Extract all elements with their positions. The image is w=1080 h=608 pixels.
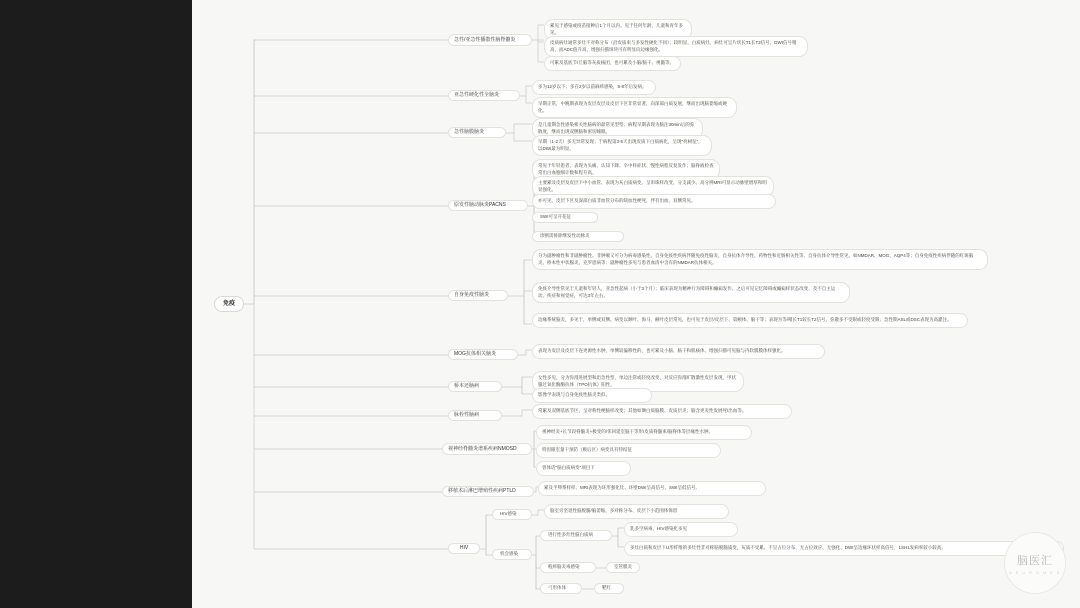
leaf-ae-2: 免疫介导性常见于儿童和年轻人，亚急性起病（小于3个月）；临床表现为精神行为障碍和癫痫发作、之后可见记忆障碍或癫痫样状态改变，及不自主运动、疾症和视觉症，可达3年左右。 [532, 282, 850, 303]
leaf-SSPE-1: 多为12岁以下；多在2岁以前麻疹感染，5-8年后发病。 [532, 80, 656, 95]
leaf-pacns-5: 诊断需排除继发性动脉炎 [532, 231, 624, 242]
watermark-subtitle: N E U R O M E D [1009, 570, 1061, 575]
leaf-hashimoto-2: 影像学表现与自身免疫性脑炎类似。 [532, 388, 652, 403]
leaf-nmosd-2: 特因眼室量干预防（极后区）病变具有特结征 [536, 443, 721, 458]
leaf-pacns-2: 主要累及皮层及皮层下中小血管、表现为灰白质病变、呈串珠样改变、分支减少。高分辨MRI可显示动脉壁增厚和明显强化。 [532, 176, 774, 197]
leaf-ADEM-1: 累见于感染或疫苗接种后1个月以内。见于任何年龄，儿童和青年多见。 [544, 19, 692, 40]
branch-NMOSD[interactable]: 视神经脊髓炎谱系疾病NMOSD [442, 443, 532, 455]
branch-vasculitic-encephalopathy[interactable]: 脉栓性脑病 [448, 410, 502, 421]
leaf-hiv-inf-1: 脑室旁坚退性脑脱髓/脑萎缩、多对称分布、皮层下小范围体保留 [544, 504, 729, 519]
leaf-hashimoto-1: 女性多见，分为弥漫进展型和迅急性型，单边注常或轻度改变，对反应弥漫旷散激性皮层发现，甲状腺过氧化酶酶抗体（TPO抗体）阳性。 [532, 371, 744, 392]
watermark-logo [1004, 532, 1066, 594]
branch-autoimmune-encephalitis[interactable]: 自身免疫性脑炎 [448, 290, 508, 301]
branch-SSPE[interactable]: 亚急性硬化性全脑炎 [448, 90, 520, 101]
leaf-cmv-1: 室管膜炎 [606, 562, 640, 573]
leaf-ADEM-3: 可累及基底节/丘脑等灰质核团，也可累及小脑/脑干、视髓等。 [544, 56, 681, 71]
watermark-title: 脑医汇 [1017, 554, 1053, 567]
leaf-ptld-1: 累及半卵系样样、MRI表现为环形强化灶、环壁DWI呈高信号、SWI呈低信号。 [538, 481, 766, 496]
leaf-ame-1: 是儿童期急性感染相关性脑病的最常见型型；病程早期表现为脑注30min后的弥散度，继而出现双侧脑和密切睡眠。 [532, 118, 703, 139]
branch-toxoplasma[interactable]: 弓形体体 [540, 583, 582, 594]
leaf-ae-1: 分为副肿瘤性和非副肿瘤性。非肿瘤又可分为病毒感染性、自身免疫性疾病伴随免疫性脑炎、自身抗体介导性、药物性和近肠相关性等、自身抗体介导性常见，如NMDAR、MOG、AQP4等；自身免疫性疾病伴随的红斑脑炎、桥本性中状腺炎、克罗恩病等；副肿瘤性多见与患者血清中含有的NMDAR抗体相关。 [532, 249, 988, 270]
leaf-ame-2: 早期（1-2天）多无异常发现；于病程第3-5天出现皮质下白质病化，呈现"亮树征"，以DWI最为明显。 [532, 135, 712, 156]
leaf-vasc-1: 常累及双侧基底节区，呈对称性梗脑样改变；其他如颞白质脑膜、皮质层炎；脑含更炎性发展死/出血等。 [532, 404, 792, 419]
branch-opportunistic-infection[interactable]: 机会感染 [492, 549, 532, 560]
leaf-ae-3: 边缘系统脑炎，多见于，单侧或双侧、病变以颞叶、海马、额叶皮层常见，也可见于皮层/皮层下、第额体、脑干等；表现为等/稍长T1较长T2信号，弥散多不受限或轻度受限；急性期ASL或DSC表现为高灌注。 [532, 313, 968, 328]
branch-acute-meningoencephalitis[interactable]: 急性脑膜脑炎 [448, 127, 506, 138]
leaf-pml-1: 乳多空病毒、HIV感染化多见 [624, 522, 738, 537]
leaf-mog-1: 表现为皮层及皮层下连更源性水肿，单侧较偏移性的，也可累及小脑、脑干和肌核体、增强扫描可见脑与内软膜膜体样强化。 [532, 344, 825, 359]
leaf-pacns-4: SWI可呈开花征 [532, 212, 598, 223]
leaf-pml-2: 多灶白质和皮层下U形纤维的多灶性非对称脑脱髓质变，灰质不受累、不呈占位分布、无占位效应、无强化、DWI呈边缘环状样高信号，1SH1发病率较小较高。 [624, 541, 1064, 556]
leaf-nmosd-1: 视神经炎+长节段脊髓炎+极变的/邻回延室脑干等形/皮质脊髓束/脑脊体等层缘性水肿。 [536, 425, 752, 440]
leaf-toxoplasma-1: 靶红 [594, 583, 624, 594]
branch-hashimoto[interactable]: 桥本还脑病 [448, 381, 502, 392]
branch-HIV[interactable]: HIV [448, 543, 480, 554]
leaf-pacns-1: 常见于年轻患者，表现为头痛、认知下降、卒中样症状、慢性病程反复发作；脑脊液检查常出白血胞细计数和程升高。 [532, 159, 720, 180]
mindmap-canvas[interactable] [192, 0, 1080, 608]
leaf-ADEM-2: 皮质病灶通常多灶不对称分布（沿皮质束与多发性硬化不同）；较明显，白质病灶，病灶可呈片状长T1长T2信号，DWI信号稍高，而ADC值升高，增强扫描斑块可有明显向边缘强化。 [544, 36, 808, 57]
leaf-pacns-3: 亦可见，皮层下区及深部白质非血管分布的缺血性梗死，伴有出血，双侧常见。 [532, 194, 776, 209]
branch-MOG[interactable]: MOG抗体相关脑炎 [448, 349, 518, 360]
leaf-nmosd-3: 曾体话"脑白质病变"项目下 [536, 461, 631, 476]
left-dark-gutter [0, 0, 192, 608]
branch-cmv[interactable]: 疱疹脑炎毒感染 [540, 562, 596, 573]
branch-PML[interactable]: 进行性多灶性脑白质病 [540, 530, 612, 541]
leaf-SSPE-2: 早期正常，中晚期表现为皮层皮层及皮层下区非常显著，向深部白质发展，继而出现脑萎缩或硬化。 [532, 97, 737, 118]
branch-PTLD[interactable]: 移植术后淋巴增殖性疾病PTLD [442, 486, 534, 497]
branch-PACNS[interactable]: 原发性脑动脉炎PACNS [448, 200, 528, 211]
branch-HIV-infection[interactable]: HIV感染 [492, 509, 532, 520]
mindmap-root-node[interactable]: 免疫 [214, 296, 244, 312]
branch-ADEM[interactable]: 急性/亚急性播散性脑脊髓炎 [448, 34, 532, 46]
